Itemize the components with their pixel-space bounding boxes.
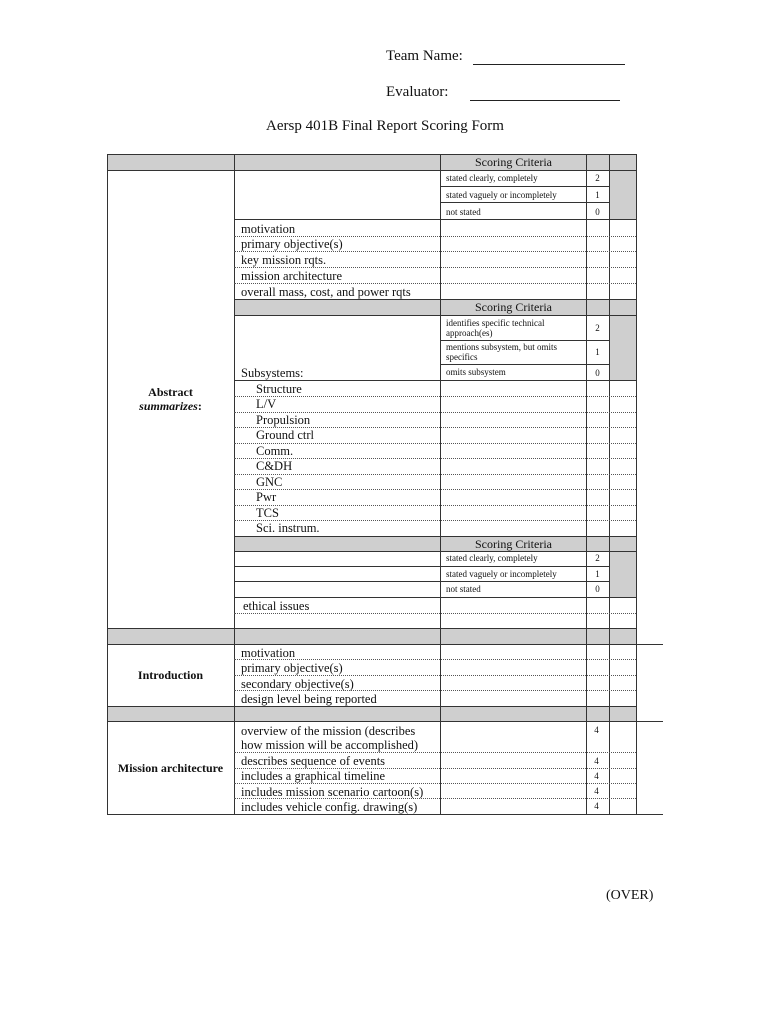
criterion-score: 0 — [595, 584, 600, 594]
criterion-text: stated vaguely or incompletely — [446, 190, 557, 200]
evaluator-field[interactable] — [470, 86, 620, 101]
list-item: TCS — [256, 506, 279, 520]
separator-band-1 — [107, 628, 636, 644]
hline — [234, 219, 636, 220]
hline — [107, 628, 636, 629]
list-item: C&DH — [256, 459, 293, 473]
hline — [234, 458, 636, 459]
hline — [234, 675, 636, 676]
list-item: Sci. instrum. — [256, 521, 320, 535]
list-item: Propulsion — [256, 413, 311, 427]
list-item: includes a graphical timeline — [241, 769, 386, 783]
border-col3 — [586, 154, 587, 814]
list-item: describes sequence of events — [241, 754, 386, 768]
section-abstract-subtitle: summarizes: — [139, 399, 202, 413]
evaluator-label: Evaluator: — [386, 84, 449, 100]
team-name-field[interactable] — [473, 50, 625, 65]
team-name-label: Team Name: — [386, 48, 463, 64]
hline — [440, 340, 609, 341]
hline — [107, 706, 636, 707]
hline — [107, 814, 663, 815]
hline — [107, 721, 663, 722]
criterion-score: 1 — [595, 569, 600, 579]
hline — [234, 566, 609, 567]
list-item: includes mission scenario cartoon(s) — [241, 785, 424, 799]
item-score: 4 — [594, 786, 599, 796]
list-item: Pwr — [256, 490, 277, 504]
criterion-score: 0 — [595, 368, 600, 378]
separator-band-2 — [107, 706, 636, 721]
criterion-text: not stated — [446, 584, 481, 594]
list-item: Comm. — [256, 444, 294, 458]
list-item: key mission rqts. — [241, 253, 327, 267]
evaluator-line — [386, 84, 620, 101]
list-item: includes vehicle config. drawing(s) — [241, 800, 418, 814]
section-abstract — [107, 385, 234, 413]
list-item: primary objective(s) — [241, 661, 343, 675]
list-item: overall mass, cost, and power rqts — [241, 285, 411, 299]
hline — [440, 364, 609, 365]
criterion-score: 2 — [595, 173, 600, 183]
section-introduction: Introduction — [137, 668, 204, 682]
hline — [234, 283, 636, 284]
hline — [234, 613, 636, 614]
criterion-text: not stated — [446, 207, 481, 217]
criterion-text: stated vaguely or incompletely — [446, 569, 557, 579]
scoring-criteria-header: Scoring Criteria — [475, 300, 552, 314]
hline — [234, 443, 636, 444]
hline — [234, 752, 636, 753]
page-title: Aersp 401B Final Report Scoring Form — [266, 118, 504, 134]
list-item: overview of the mission (describes how mission will be accomplished) — [241, 724, 419, 752]
border-col1 — [234, 154, 235, 814]
hline — [234, 597, 636, 598]
list-item: L/V — [256, 397, 277, 411]
criterion-score: 0 — [595, 207, 600, 217]
hline — [234, 783, 636, 784]
border-left — [107, 154, 108, 814]
list-item: motivation — [241, 222, 296, 236]
list-item: primary objective(s) — [241, 237, 343, 251]
border-right — [636, 154, 637, 814]
list-item: ethical issues — [243, 599, 310, 613]
score-shade-3 — [609, 551, 636, 597]
list-item: design level being reported — [241, 692, 377, 706]
team-name-line — [386, 48, 625, 65]
hline — [234, 251, 636, 252]
list-item: Ground ctrl — [256, 428, 314, 442]
hline — [234, 505, 636, 506]
hline — [234, 396, 636, 397]
section-abstract-title: Abstract — [148, 385, 193, 399]
criterion-score: 2 — [595, 323, 600, 333]
hline — [234, 267, 636, 268]
list-item: motivation — [241, 646, 296, 660]
criterion-score: 2 — [595, 553, 600, 563]
item-score: 4 — [594, 756, 599, 766]
list-item: secondary objective(s) — [241, 677, 354, 691]
criterion-text: stated clearly, completely — [446, 173, 538, 183]
hline — [234, 315, 636, 316]
score-shade-1 — [609, 170, 636, 219]
criterion-text: stated clearly, completely — [446, 553, 538, 563]
subsystems-label: Subsystems: — [241, 366, 304, 380]
list-item: mission architecture — [241, 269, 343, 283]
item-score: 4 — [594, 725, 599, 735]
hline — [440, 186, 609, 187]
criterion-score: 1 — [595, 347, 600, 357]
over-label: (OVER) — [606, 888, 654, 903]
scoring-criteria-header: Scoring Criteria — [475, 537, 552, 551]
list-item: Structure — [256, 382, 302, 396]
criterion-text: mentions subsystem, but omits specifics — [446, 342, 558, 362]
hline — [234, 380, 636, 381]
hline — [234, 474, 636, 475]
item-score: 4 — [594, 771, 599, 781]
hline — [234, 581, 609, 582]
criterion-text: omits subsystem — [446, 367, 506, 377]
hline — [440, 202, 609, 203]
criterion-score: 1 — [595, 190, 600, 200]
hline — [234, 489, 636, 490]
hline — [107, 170, 636, 171]
criterion-text: identifies specific technical approach(es) — [446, 318, 545, 338]
list-item: GNC — [256, 475, 283, 489]
border-col4 — [609, 154, 610, 814]
item-score: 4 — [594, 801, 599, 811]
score-shade-2 — [609, 315, 636, 380]
hline — [107, 644, 663, 645]
border-col2 — [440, 154, 441, 814]
section-mission-architecture: Mission architecture — [117, 761, 224, 775]
scoring-criteria-header: Scoring Criteria — [475, 155, 552, 169]
